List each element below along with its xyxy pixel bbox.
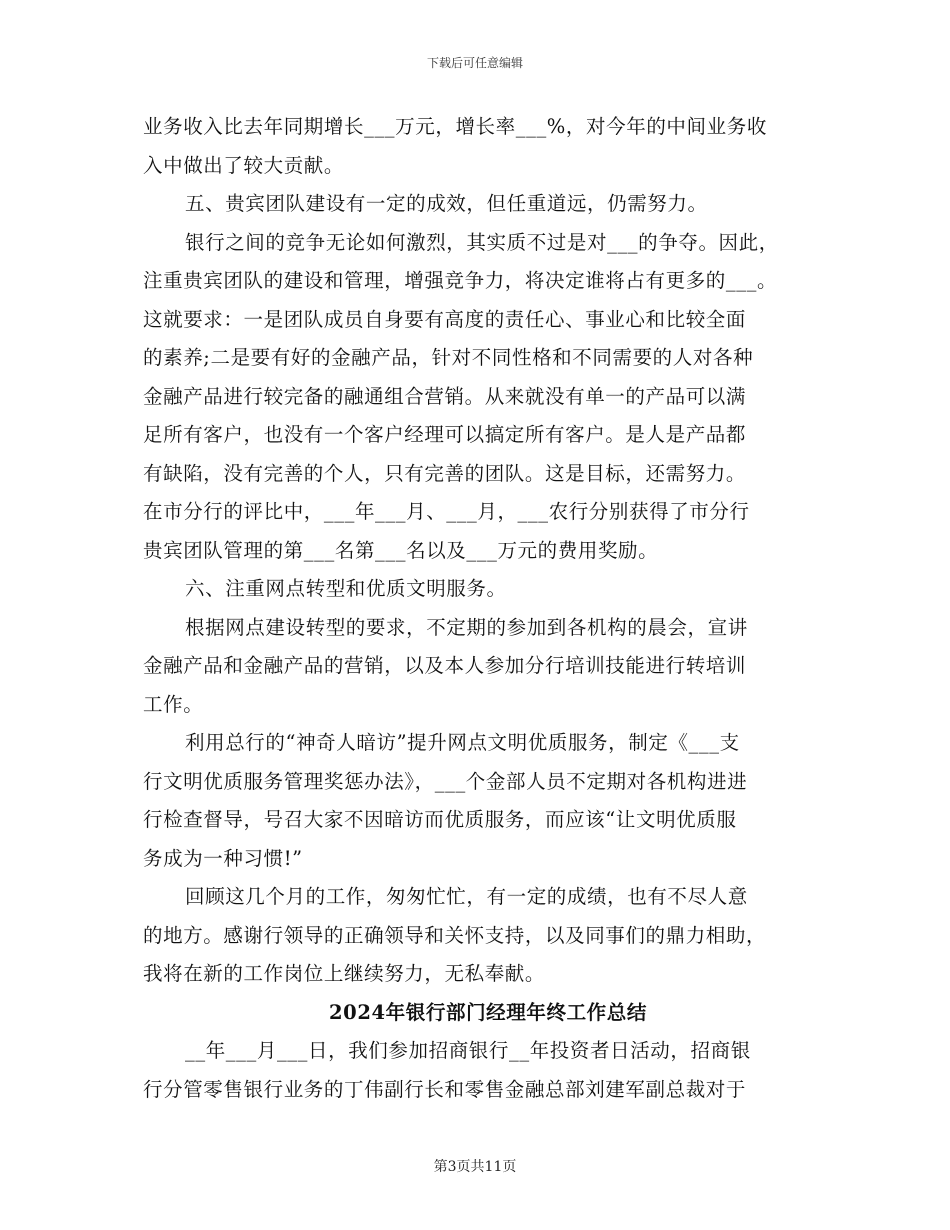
text-line: 我将在新的工作岗位上继续努力，无私奉献。	[143, 962, 546, 985]
section-heading: 五、贵宾团队建设有一定的成效，但任重道远，仍需努力。	[185, 192, 708, 215]
text-line: 银行之间的竞争无论如何激烈，其实质不过是对___的争夺。因此，	[185, 230, 779, 254]
text-line: 行分管零售银行业务的丁伟副行长和零售金融总部刘建军副总裁对于	[143, 1077, 747, 1101]
text-line: 务成为一种习惯!”	[143, 846, 303, 870]
text-line: 工作。	[143, 692, 204, 716]
text-line: 足所有客户，也没有一个客户经理可以搞定所有客户。是人是产品都	[143, 423, 747, 446]
text-line: 有缺陷，没有完善的个人，只有完善的团队。这是目标，还需努力。	[143, 461, 747, 485]
text-line: 注重贵宾团队的建设和管理，增强竞争力，将决定谁将占有更多的___。	[143, 269, 778, 292]
text-line: 回顾这几个月的工作，匆匆忙忙，有一定的成绩，也有不尽人意	[185, 885, 748, 908]
text-line: 行文明优质服务管理奖惩办法》，___个金部人员不定期对各机构进进	[143, 769, 748, 793]
text-line: 根据网点建设转型的要求，不定期的参加到各机构的晨会，宣讲	[185, 615, 748, 639]
text-line: 的素养;二是要有好的金融产品，针对不同性格和不同需要的人对各种	[143, 346, 754, 369]
text-line: 行检查督导，号召大家不因暗访而优质服务，而应该“让文明优质服	[143, 808, 737, 831]
text-line: 金融产品进行较完备的融通组合营销。从来就没有单一的产品可以满	[143, 384, 747, 408]
page-header: 下载后可任意编辑	[426, 56, 523, 70]
text-line: 的地方。感谢行领导的正确领导和关怀支持，以及同事们的鼎力相助，	[143, 923, 767, 947]
page-number-footer: 第3页共11页	[433, 1159, 517, 1175]
document-title: 2024年银行部门经理年终工作总结	[329, 1000, 647, 1024]
section-heading: 六、注重网点转型和优质文明服务。	[185, 577, 507, 600]
text-line: 这就要求：一是团队成员自身要有高度的责任心、事业心和比较全面	[143, 307, 747, 331]
text-line: 在市分行的评比中，___年___月、___月，___农行分别获得了市分行	[143, 500, 750, 523]
document-body	[143, 108, 833, 1109]
text-line: 业务收入比去年同期增长___万元，增长率___%，对今年的中间业务收	[143, 115, 767, 138]
text-line: 金融产品和金融产品的营销，以及本人参加分行培训技能进行转培训	[143, 654, 747, 677]
text-line: 入中做出了较大贡献。	[143, 153, 345, 177]
text-line: 贵宾团队管理的第___名第___名以及___万元的费用奖励。	[143, 538, 659, 562]
text-line: 利用总行的“神奇人暗访”提升网点文明优质服务，制定《___支	[185, 731, 740, 754]
text-line: __年___月___日，我们参加招商银行__年投资者日活动，招商银	[185, 1039, 751, 1062]
